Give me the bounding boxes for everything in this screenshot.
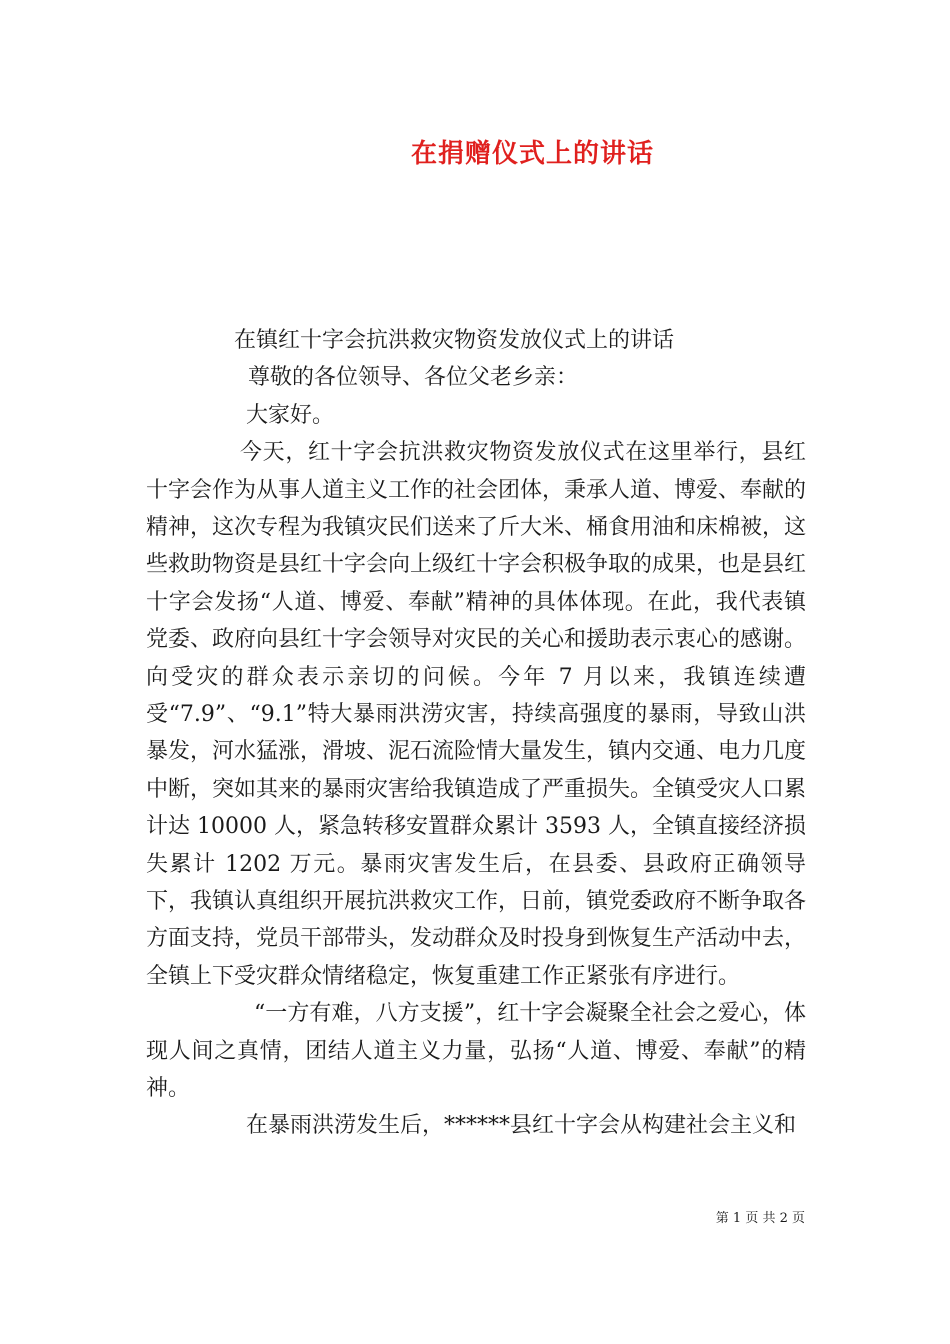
paragraph-3: 在暴雨洪涝发生后，******县红十字会从构建社会主义和 — [246, 1113, 797, 1139]
page-number-footer: 第 1 页 共 2 页 — [715, 1211, 805, 1226]
document-body — [146, 322, 806, 1145]
paragraph-1: 今天，红十字会抗洪救灾物资发放仪式在这里举行，县红十字会作为从事人道主义工作的社会团体，秉承人道、博爱、奉献的精神，这次专程为我镇灾民们送来了斤大米、桶食用油和床棉被，这些救助物资是县红十字会向上级红十字会积极争取的成果，也是县红十字会发扬“人道、博爱、奉献”精神的具体体现。在此，我代表镇党委、政府向县红十字会领导对灾民的关心和援助表示衷心的感谢。向受灾的群众表示亲切的问候。今年 7 月以来，我镇连续遭受“7.9”、“9.1”特大暴雨洪涝灾害，持续高强度的暴雨，导致山洪暴发，河水猛涨，滑坡、泥石流险情大量发生，镇内交通、电力几度中断，突如其来的暴雨灾害给我镇造成了严重损失。全镇受灾人口累计达 10000 人，紧急转移安置群众累计 3593 人，全镇直接经济损失累计 1202 万元。暴雨灾害发生后，在县委、县政府正确领导下，我镇认真组织开展抗洪救灾工作，日前，镇党委政府不断争取各方面支持，党员干部带头，发动群众及时投身到恢复生产活动中去，全镇上下受灾群众情绪稳定，恢复重建工作正紧张有序进行。 — [146, 440, 807, 989]
paragraph-2: “一方有难，八方支援”，红十字会凝聚全社会之爱心，体现人间之真情，团结人道主义力量，弘扬“人道、博爱、奉献”的精神。 — [146, 1001, 806, 1102]
document-title: 在捐赠仪式上的讲话 — [410, 139, 654, 169]
greeting: 大家好。 — [246, 402, 335, 428]
speech-subtitle: 在镇红十字会抗洪救灾物资发放仪式上的讲话 — [234, 328, 675, 353]
salutation: 尊敬的各位领导、各位父老乡亲： — [248, 365, 579, 391]
